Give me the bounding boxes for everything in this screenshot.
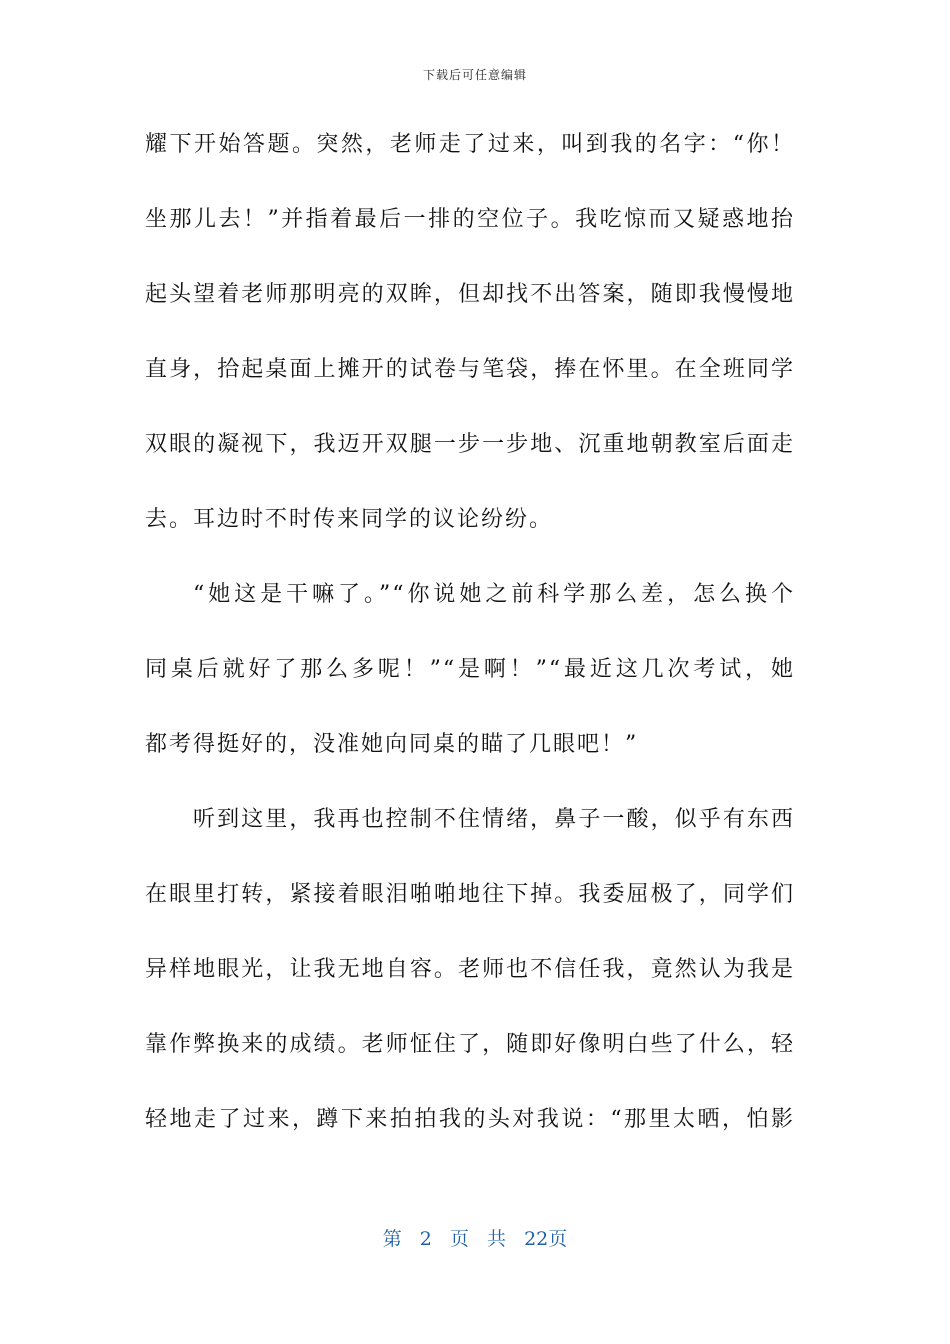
footer-word-ye: 页	[449, 1228, 469, 1250]
text-line: 听到这里，我再也控制不住情绪，鼻子一酸，似乎有东西	[193, 807, 795, 832]
text-line: 都考得挺好的，没准她向同桌的瞄了几眼吧！”	[145, 732, 639, 757]
text-line: 靠作弊换来的成绩。老师怔住了，随即好像明白些了什么，轻	[145, 1032, 795, 1057]
current-page-number: 2	[419, 1228, 432, 1250]
text-line: 耀下开始答题。突然，老师走了过来，叫到我的名字：“你！	[145, 132, 795, 157]
footer-word-di: 第	[382, 1228, 402, 1250]
text-line: 直身，拾起桌面上摊开的试卷与笔袋，捧在怀里。在全班同学	[145, 357, 795, 382]
footer-word-gong: 共	[487, 1228, 507, 1250]
document-body	[145, 118, 795, 1168]
text-line: “她这是干嘛了。”“你说她之前科学那么差，怎么换个	[193, 582, 795, 607]
text-line: 在眼里打转，紧接着眼泪啪啪地往下掉。我委屈极了，同学们	[145, 882, 795, 907]
text-line: 去。耳边时不时传来同学的议论纷纷。	[145, 507, 554, 532]
text-line: 异样地眼光，让我无地自容。老师也不信任我，竟然认为我是	[145, 957, 795, 982]
text-line: 同桌后就好了那么多呢！”“是啊！”“最近这几次考试，她	[145, 657, 795, 682]
text-line: 轻地走了过来，蹲下来拍拍我的头对我说：“那里太晒，怕影	[145, 1107, 795, 1132]
text-line: 坐那儿去！”并指着最后一排的空位子。我吃惊而又疑惑地抬	[145, 207, 795, 232]
text-line: 起头望着老师那明亮的双眸，但却找不出答案，随即我慢慢地	[145, 282, 795, 307]
text-line: 双眼的凝视下，我迈开双腿一步一步地、沉重地朝教室后面走	[145, 432, 795, 457]
total-pages: 22页	[524, 1228, 568, 1250]
page-number-footer	[0, 1224, 950, 1251]
page-header: 下载后可任意编辑	[422, 68, 527, 82]
